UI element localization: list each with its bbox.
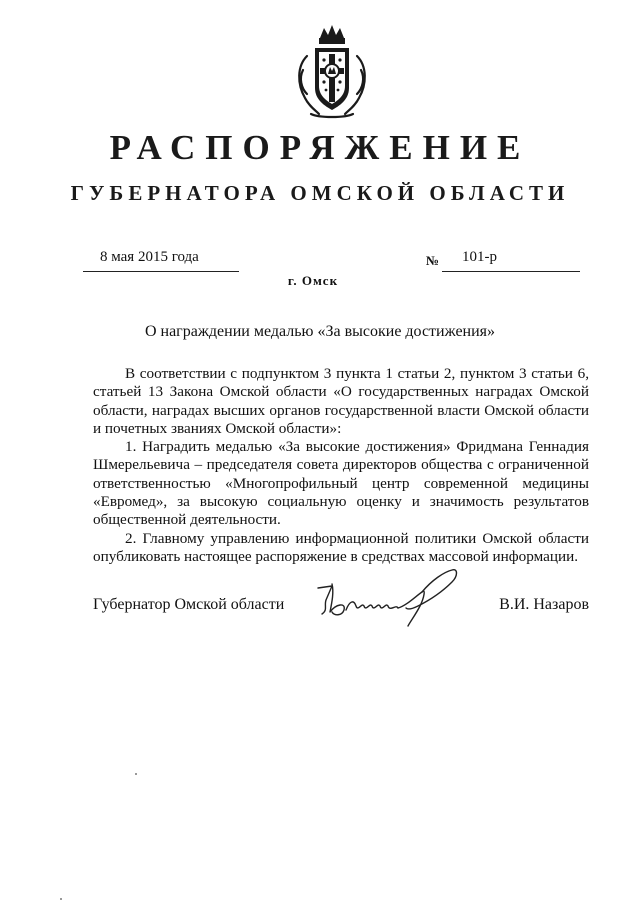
coat-of-arms-icon xyxy=(293,22,371,120)
document-number: 101-р xyxy=(462,249,497,265)
scan-speck xyxy=(60,898,62,900)
number-sign: № xyxy=(426,253,440,268)
document-subtitle: ГУБЕРНАТОРА ОМСКОЙ ОБЛАСТИ xyxy=(70,181,570,205)
document-date: 8 мая 2015 года xyxy=(100,249,199,265)
document-heading: О награждении медалью «За высокие достижения» xyxy=(144,323,496,340)
body-preamble: В соответствии с подпунктом 3 пункта 1 статьи 2, пунктом 3 статьи 6, статьей 13 Закона Омской области «О государственных наградах Омской области, наградах высших органов государственной власти Омской области и почетных званиях Омской области»: xyxy=(93,365,589,437)
scan-speck xyxy=(135,773,137,775)
document-body xyxy=(93,365,589,566)
body-item-1: 1. Наградить медалью «За высокие достижения» Фридмана Геннадия Шмерельевича – председателя совета директоров общества с ограниченной ответственностью «Многопрофильный центр современной медицины «Евромед», за высокую социальную оценку и значимость результатов общественной деятельности. xyxy=(93,438,589,529)
document-city: г. Омск xyxy=(287,273,339,288)
document-title: РАСПОРЯЖЕНИЕ xyxy=(109,128,531,167)
signatory-name: В.И. Назаров xyxy=(499,596,589,613)
handwritten-signature xyxy=(312,566,472,630)
body-item-2: 2. Главному управлению информационной политики Омской области опубликовать настоящее распоряжение в средствах массовой информации. xyxy=(93,529,589,565)
signatory-position: Губернатор Омской области xyxy=(93,596,285,613)
